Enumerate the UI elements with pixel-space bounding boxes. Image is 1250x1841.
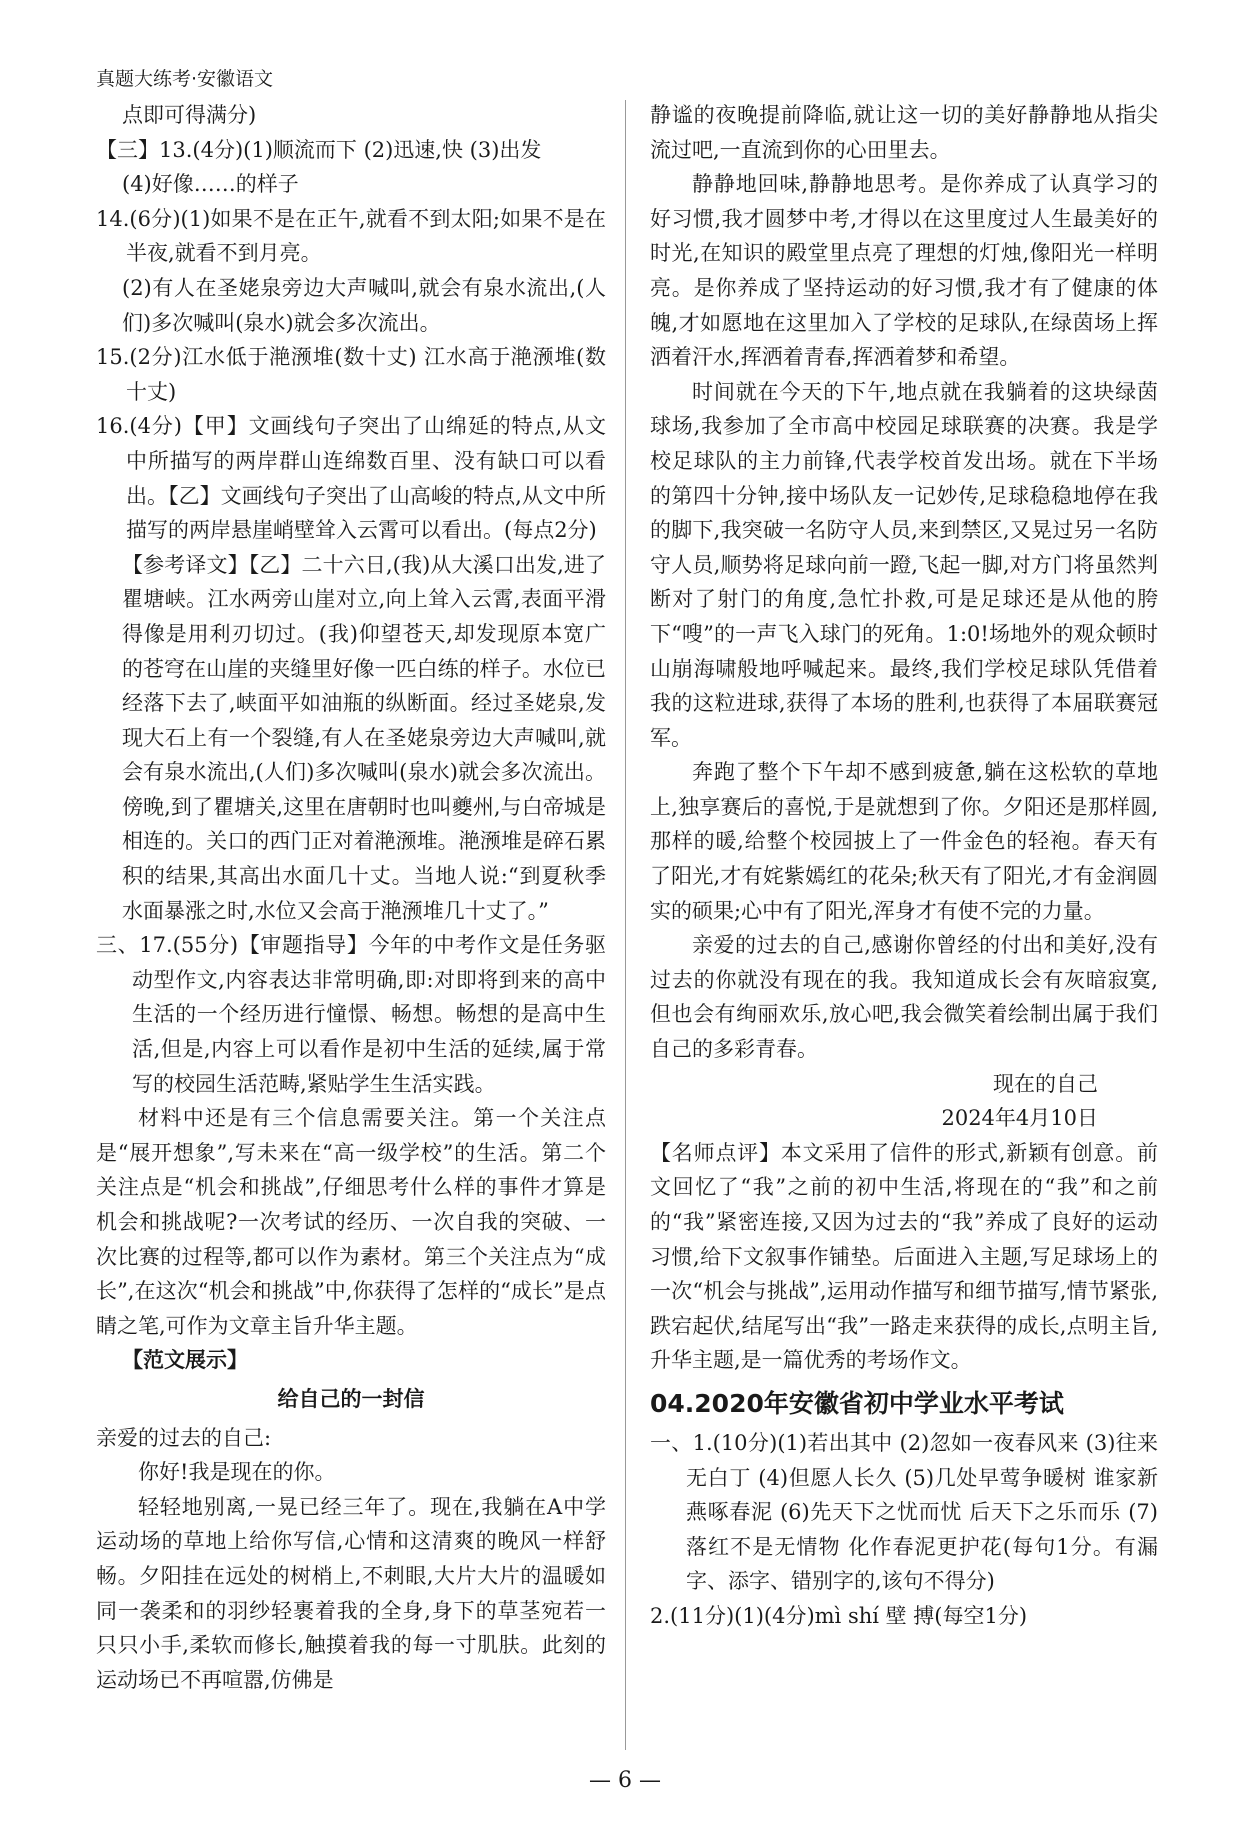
essay-paragraph: 亲爱的过去的自己,感谢你曾经的付出和美好,没有过去的你就没有现在的我。我知道成长会有灰暗寂寞,但也会有绚丽欢乐,放心吧,我会微笑着绘制出属于我们自己的多彩青春。 bbox=[650, 933, 1158, 1062]
essay-date: 2024年4月10日 bbox=[941, 1106, 1098, 1131]
answer-text: 点即可得满分) bbox=[122, 103, 257, 127]
essay-paragraph: 时间就在今天的下午,地点就在我躺着的这块绿茵球场,我参加了全市高中校园足球联赛的决赛。我是学校足球队的主力前锋,代表学校首发出场。就在下半场的第四十分钟,接中场队友一记妙传,足球稳稳地停在我的脚下,我突破一名防守人员,来到禁区,又晃过另一名防守人员,顺势将足球向前一蹬,飞起一脚,对方门将虽然判断对了射门的角度,急忙扑救,可是足球还是从他的胯下“嗖”的一声飞入球门的死角。1:0!场地外的观众顿时山崩海啸般地呼喊起来。最终,我们学校足球队凭借着我的这粒进球,获得了本场的胜利,也获得了本届联赛冠军。 bbox=[650, 379, 1158, 750]
essay-greeting: 你好!我是现在的你。 bbox=[138, 1460, 336, 1485]
essay-paragraph-cont: 静谧的夜晚提前降临,就让这一切的美好静静地从指尖流过吧,一直流到你的心田里去。 bbox=[650, 103, 1158, 162]
teacher-comment: 【名师点评】本文采用了信件的形式,新颖有创意。前文回忆了“我”之前的初中生活,将现在的“我”和之前的“我”紧密连接,又因为过去的“我”养成了良好的运动习惯,给下文叙事作铺垫。后面进入主题,写足球场上的一次“机会与挑战”,运用动作描写和细节描写,情节紧张,跌宕起伏,结尾写出“我”一路走来获得的成长,点明主旨,升华主题,是一篇优秀的考场作文。 bbox=[650, 1140, 1158, 1373]
right-column bbox=[650, 98, 1158, 1634]
essay-paragraph: 轻轻地别离,一晃已经三年了。现在,我躺在A中学运动场的草地上给你写信,心情和这清爽的晚风一样舒畅。夕阳挂在远处的树梢上,不刺眼,大片大片的温暖如同一袭柔和的羽纱轻裹着我的全身,身下的草茎宛若一只只小手,柔软而修长,触摸着我的每一寸肌肤。此刻的运动场已不再喧嚣,仿佛是 bbox=[96, 1494, 606, 1692]
answer-q14: 14.(6分)(1)如果不是在正午,就看不到太阳;如果不是在半夜,就看不到月亮。 bbox=[96, 206, 606, 266]
answer-q1: 一、1.(10分)(1)若出其中 (2)忽如一夜春风来 (3)往来无白丁 (4)但愿人长久 (5)几处早莺争暖树 谁家新燕啄春泥 (6)先天下之忧而忧 后天下之乐而乐 (7)落红不是无情物 化作春泥更护花(每句1分。有漏字、添字、错别字的,该句不得分) bbox=[650, 1430, 1158, 1594]
column-divider bbox=[625, 100, 626, 1750]
page-header: 真题大练考·安徽语文 bbox=[96, 68, 274, 90]
answer-q14-cont: (2)有人在圣姥泉旁边大声喊叫,就会有泉水流出,(人们)多次喊叫(泉水)就会多次流出。 bbox=[122, 275, 606, 335]
answer-q13-cont: (4)好像……的样子 bbox=[122, 172, 299, 197]
answer-q2: 2.(11分)(1)(4分)mì shí 壁 搏(每空1分) bbox=[650, 1603, 1028, 1628]
essay-signature: 现在的自己 bbox=[993, 1071, 1098, 1096]
page-number: — 6 — bbox=[589, 1768, 661, 1793]
reference-translation: 【参考译文】【乙】二十六日,(我)从大溪口出发,进了瞿塘峡。江水两旁山崖对立,向上耸入云霄,表面平滑得像是用利刃切过。(我)仰望苍天,却发现原本宽广的苍穹在山崖的夹缝里好像一匹白练的样子。水位已经落下去了,峡面平如油瓶的纵断面。经过圣姥泉,发现大石上有一个裂缝,有人在圣姥泉旁边大声喊叫,就会有泉水流出,(人们)多次喊叫(泉水)就会多次流出。傍晚,到了瞿塘关,这里在唐朝时也叫夔州,与白帝城是相连的。关口的西门正对着滟滪堆。滟滪堆是碎石累积的结果,其高出水面几十丈。当地人说:“到夏秋季水面暴涨之时,水位又会高于滟滪堆几十丈了。” bbox=[122, 552, 606, 923]
sample-essay-label: 【范文展示】 bbox=[122, 1348, 248, 1373]
essay-paragraph: 静静地回味,静静地思考。是你养成了认真学习的好习惯,我才圆梦中考,才得以在这里度过人生最美好的时光,在知识的殿堂里点亮了理想的灯烛,像阳光一样明亮。是你养成了坚持运动的好习惯,我才有了健康的体魄,才如愿地在这里加入了学校的足球队,在绿茵场上挥洒着汗水,挥洒着青春,挥洒着梦和希望。 bbox=[650, 172, 1158, 370]
exam-section-title: 04.2020年安徽省初中学业水平考试 bbox=[650, 1388, 1064, 1418]
answer-q17: 三、17.(55分)【审题指导】今年的中考作文是任务驱动型作文,内容表达非常明确,即:对即将到来的高中生活的一个经历进行憧憬、畅想。畅想的是高中生活,但是,内容上可以看作是初中生活的延续,属于常写的校园生活范畴,紧贴学生生活实践。 bbox=[96, 933, 606, 1096]
answer-q15: 15.(2分)江水低于滟滪堆(数十丈) 江水高于滟滪堆(数十丈) bbox=[96, 345, 606, 404]
material-analysis: 材料中还是有三个信息需要关注。第一个关注点是“展开想象”,写未来在“高一级学校”的生活。第二个关注点是“机会和挑战”,仔细思考什么样的事件才算是机会和挑战呢?一次考试的经历、一次自我的突破、一次比赛的过程等,都可以作为素材。第三个关注点为“成长”,在这次“机会和挑战”中,你获得了怎样的“成长”是点睛之笔,可作为文章主旨升华主题。 bbox=[96, 1106, 606, 1338]
answer-q16: 16.(4分)【甲】文画线句子突出了山绵延的特点,从文中所描写的两岸群山连绵数百里、没有缺口可以看出。【乙】文画线句子突出了山高峻的特点,从文中所描写的两岸悬崖峭壁耸入云霄可以看出。(每点2分) bbox=[96, 414, 606, 543]
essay-salutation: 亲爱的过去的自己: bbox=[96, 1425, 272, 1450]
essay-paragraph: 奔跑了整个下午却不感到疲惫,躺在这松软的草地上,独享赛后的喜悦,于是就想到了你。夕阳还是那样圆,那样的暖,给整个校园披上了一件金色的轻袍。春天有了阳光,才有姹紫嫣红的花朵;秋天有了阳光,才有金润圆实的硕果;心中有了阳光,浑身才有使不完的力量。 bbox=[650, 760, 1158, 923]
answer-q13: 【三】13.(4分)(1)顺流而下 (2)迅速,快 (3)出发 bbox=[96, 137, 542, 162]
left-column bbox=[96, 98, 606, 1697]
essay-title: 给自己的一封信 bbox=[277, 1386, 425, 1411]
